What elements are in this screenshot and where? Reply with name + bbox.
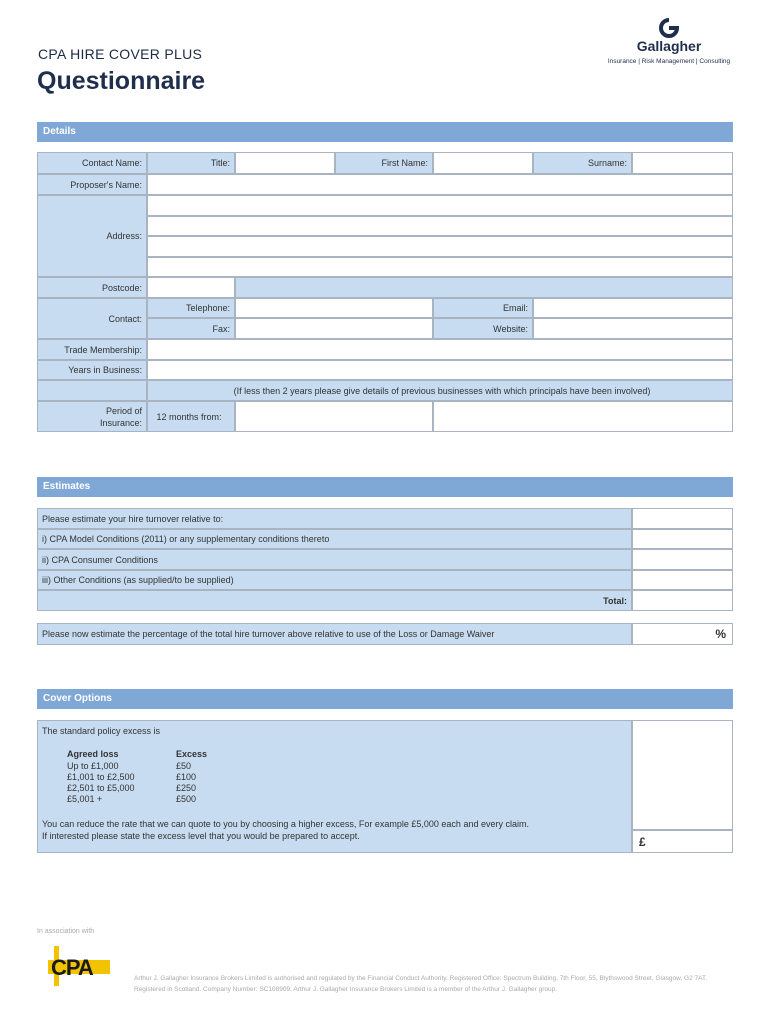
surname-field[interactable]: [632, 152, 733, 174]
proposers-name-label: Proposer's Name:: [37, 174, 147, 195]
trade-membership-field[interactable]: [147, 339, 733, 360]
waiver-question: Please now estimate the percentage of the total hire turnover above relative to use of the Loss or Damage Waiver: [37, 623, 632, 645]
title-field[interactable]: [235, 152, 335, 174]
excess-row-2: £100: [176, 772, 197, 782]
cover-options-blank: [632, 720, 733, 830]
estimates-total-label: Total:: [37, 590, 632, 611]
waiver-percent-field[interactable]: [632, 623, 733, 645]
excess-header: Excess: [176, 749, 208, 759]
address-line-3-field[interactable]: [147, 236, 733, 257]
legal-disclaimer: Arthur J. Gallagher Insurance Brokers Limited is authorised and regulated by the Financial Conduct Authority. Registered Office: Spectrum Building, 7th Floor, 55, Blythswood Street, Glasgow, G2 7AT. Registered in Scotland. Company Number: SC108909. Arthur J. Gallagher Insurance Brokers Limited is a member of the Arthur J. Gallagher group.: [134, 975, 708, 993]
details-section-header: Details: [37, 122, 733, 142]
estimates-total-field[interactable]: [632, 590, 733, 611]
address-line-2-field[interactable]: [147, 216, 733, 236]
telephone-label: Telephone:: [147, 298, 235, 318]
estimates-section-header: Estimates: [37, 477, 733, 497]
percent-symbol: %: [715, 627, 726, 641]
address-line-1-field[interactable]: [147, 195, 733, 216]
website-label: Website:: [433, 318, 533, 339]
address-line-4-field[interactable]: [147, 257, 733, 277]
fax-label: Fax:: [147, 318, 235, 339]
estimates-intro: Please estimate your hire turnover relative to:: [37, 508, 632, 529]
period-end-field[interactable]: [433, 401, 733, 432]
excess-level-field[interactable]: [632, 830, 733, 853]
excess-row-1: £50: [176, 761, 192, 771]
title-label: Title:: [147, 152, 235, 174]
cpa-logo-text: CPA: [51, 955, 93, 980]
cover-options-panel: [37, 720, 632, 853]
period-start-field[interactable]: [235, 401, 433, 432]
contact-name-label: Contact Name:: [37, 152, 147, 174]
cpa-logo: [48, 946, 110, 986]
agreed-loss-header: Agreed loss: [67, 749, 119, 759]
telephone-field[interactable]: [235, 298, 433, 318]
period-of-insurance-label: [37, 401, 147, 432]
contact-label: Contact:: [37, 298, 147, 339]
estimate-item-2: ii) CPA Consumer Conditions: [37, 549, 632, 570]
page-title: Questionnaire: [37, 67, 206, 95]
gallagher-emblem-icon: [655, 18, 683, 38]
estimate-item-3-field[interactable]: [632, 570, 733, 590]
excess-row-3: £250: [176, 783, 197, 793]
gallagher-logo: [602, 18, 736, 70]
association-text: In association with: [37, 928, 95, 935]
postcode-label: Postcode:: [37, 277, 147, 298]
agreed-loss-row-1: Up to £1,000: [67, 761, 119, 771]
estimates-intro-field[interactable]: [632, 508, 733, 529]
estimate-item-3: iii) Other Conditions (as supplied/to be supplied): [37, 570, 632, 590]
fax-field[interactable]: [235, 318, 433, 339]
agreed-loss-row-3: £2,501 to £5,000: [67, 783, 135, 793]
logo-tagline: Insurance | Risk Management | Consulting: [607, 58, 731, 65]
estimate-item-1: i) CPA Model Conditions (2011) or any supplementary conditions thereto: [37, 529, 632, 549]
first-name-field[interactable]: [433, 152, 533, 174]
estimate-item-1-field[interactable]: [632, 529, 733, 549]
previous-business-note: (If less then 2 years please give details of previous businesses with which principals have been involved): [147, 380, 733, 401]
period-of-insurance-text: Period of Insurance:: [99, 405, 142, 428]
agreed-loss-row-4: £5,001 +: [67, 794, 103, 804]
higher-excess-note: You can reduce the rate that we can quote to you by choosing a higher excess, For example £5,000 each and every claim.: [42, 819, 529, 829]
cover-intro: The standard policy excess is: [42, 726, 161, 736]
excess-row-4: £500: [176, 794, 197, 804]
twelve-months-label: 12 months from:: [147, 401, 235, 432]
address-label: Address:: [37, 195, 147, 277]
logo-wordmark: Gallagher: [636, 38, 702, 54]
years-in-business-label: Years in Business:: [37, 360, 147, 380]
pound-symbol: £: [639, 834, 646, 849]
cover-options-section-header: Cover Options: [37, 689, 733, 709]
note-spacer: [37, 380, 147, 401]
website-field[interactable]: [533, 318, 733, 339]
postcode-field[interactable]: [147, 277, 235, 298]
proposers-name-field[interactable]: [147, 174, 733, 195]
postcode-spacer: [235, 277, 733, 298]
trade-membership-label: Trade Membership:: [37, 339, 147, 360]
email-field[interactable]: [533, 298, 733, 318]
form-subtitle: CPA HIRE COVER PLUS: [38, 46, 203, 62]
email-label: Email:: [433, 298, 533, 318]
agreed-loss-row-2: £1,001 to £2,500: [67, 772, 135, 782]
estimate-item-2-field[interactable]: [632, 549, 733, 570]
first-name-label: First Name:: [335, 152, 433, 174]
surname-label: Surname:: [533, 152, 632, 174]
years-in-business-field[interactable]: [147, 360, 733, 380]
excess-level-prompt: If interested please state the excess level that you would be prepared to accept.: [42, 831, 360, 841]
